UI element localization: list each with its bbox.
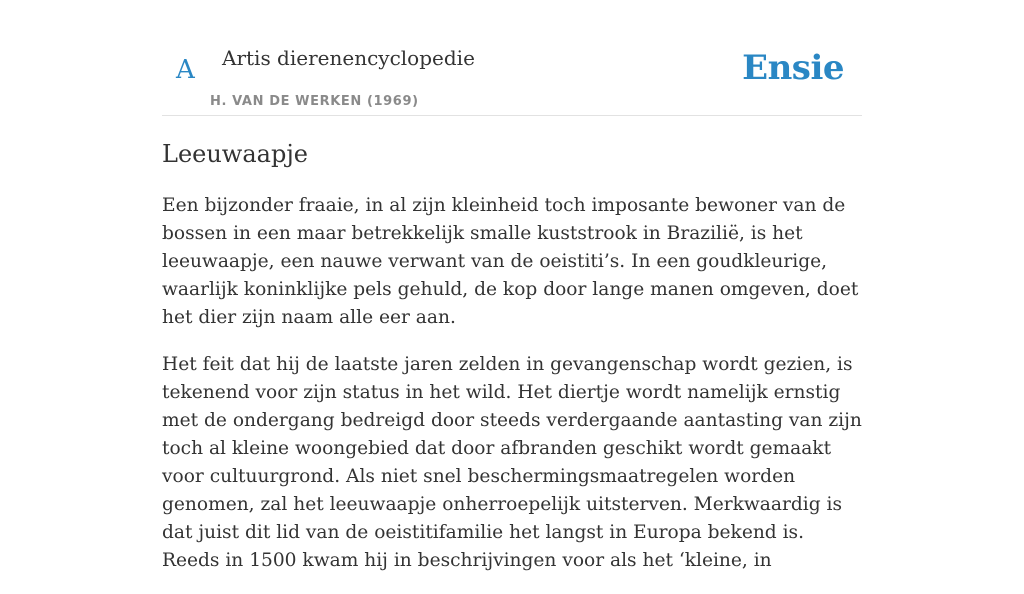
- article-paragraph: Een bijzonder fraaie, in al zijn kleinheid toch imposante bewoner van de bossen in een maar betrekkelijk smalle kuststrook in Brazilië, is het leeuwaapje, een nauwe verwant van de oeistiti’s. In een goudkleurige, waarlijk koninklijke pels gehuld, de kop door lange manen omgeven, doet het dier zijn naam alle eer aan.: [162, 195, 859, 328]
- book-title-link[interactable]: Artis dierenencyclopedie: [222, 46, 475, 70]
- book-header: [162, 40, 862, 116]
- article-body: [162, 192, 862, 594]
- entry-title: Leeuwaapje: [162, 140, 308, 168]
- book-author: H. VAN DE WERKEN (1969): [210, 94, 419, 109]
- article-paragraph: Het feit dat hij de laatste jaren zelden in gevangenschap wordt gezien, is tekenend voor zijn status in het wild. Het diertje wordt namelijk ernstig met de ondergang bedreigd door steeds verdergaande aantasting van zijn toch al kleine woongebied dat door afbranden geschikt wordt gemaakt voor cultuurgrond. Als niet snel beschermingsmaatregelen worden genomen, zal het leeuwaapje onherroepelijk uitsterven. Merkwaardig is dat juist dit lid van de oeistitifamilie het langst in Europa bekend is. Reeds in 1500 kwam hij in beschrijvingen voor als het ‘kleine, in: [162, 354, 862, 571]
- book-letter-icon[interactable]: A: [176, 55, 195, 85]
- ensie-logo[interactable]: Ensie: [742, 48, 844, 88]
